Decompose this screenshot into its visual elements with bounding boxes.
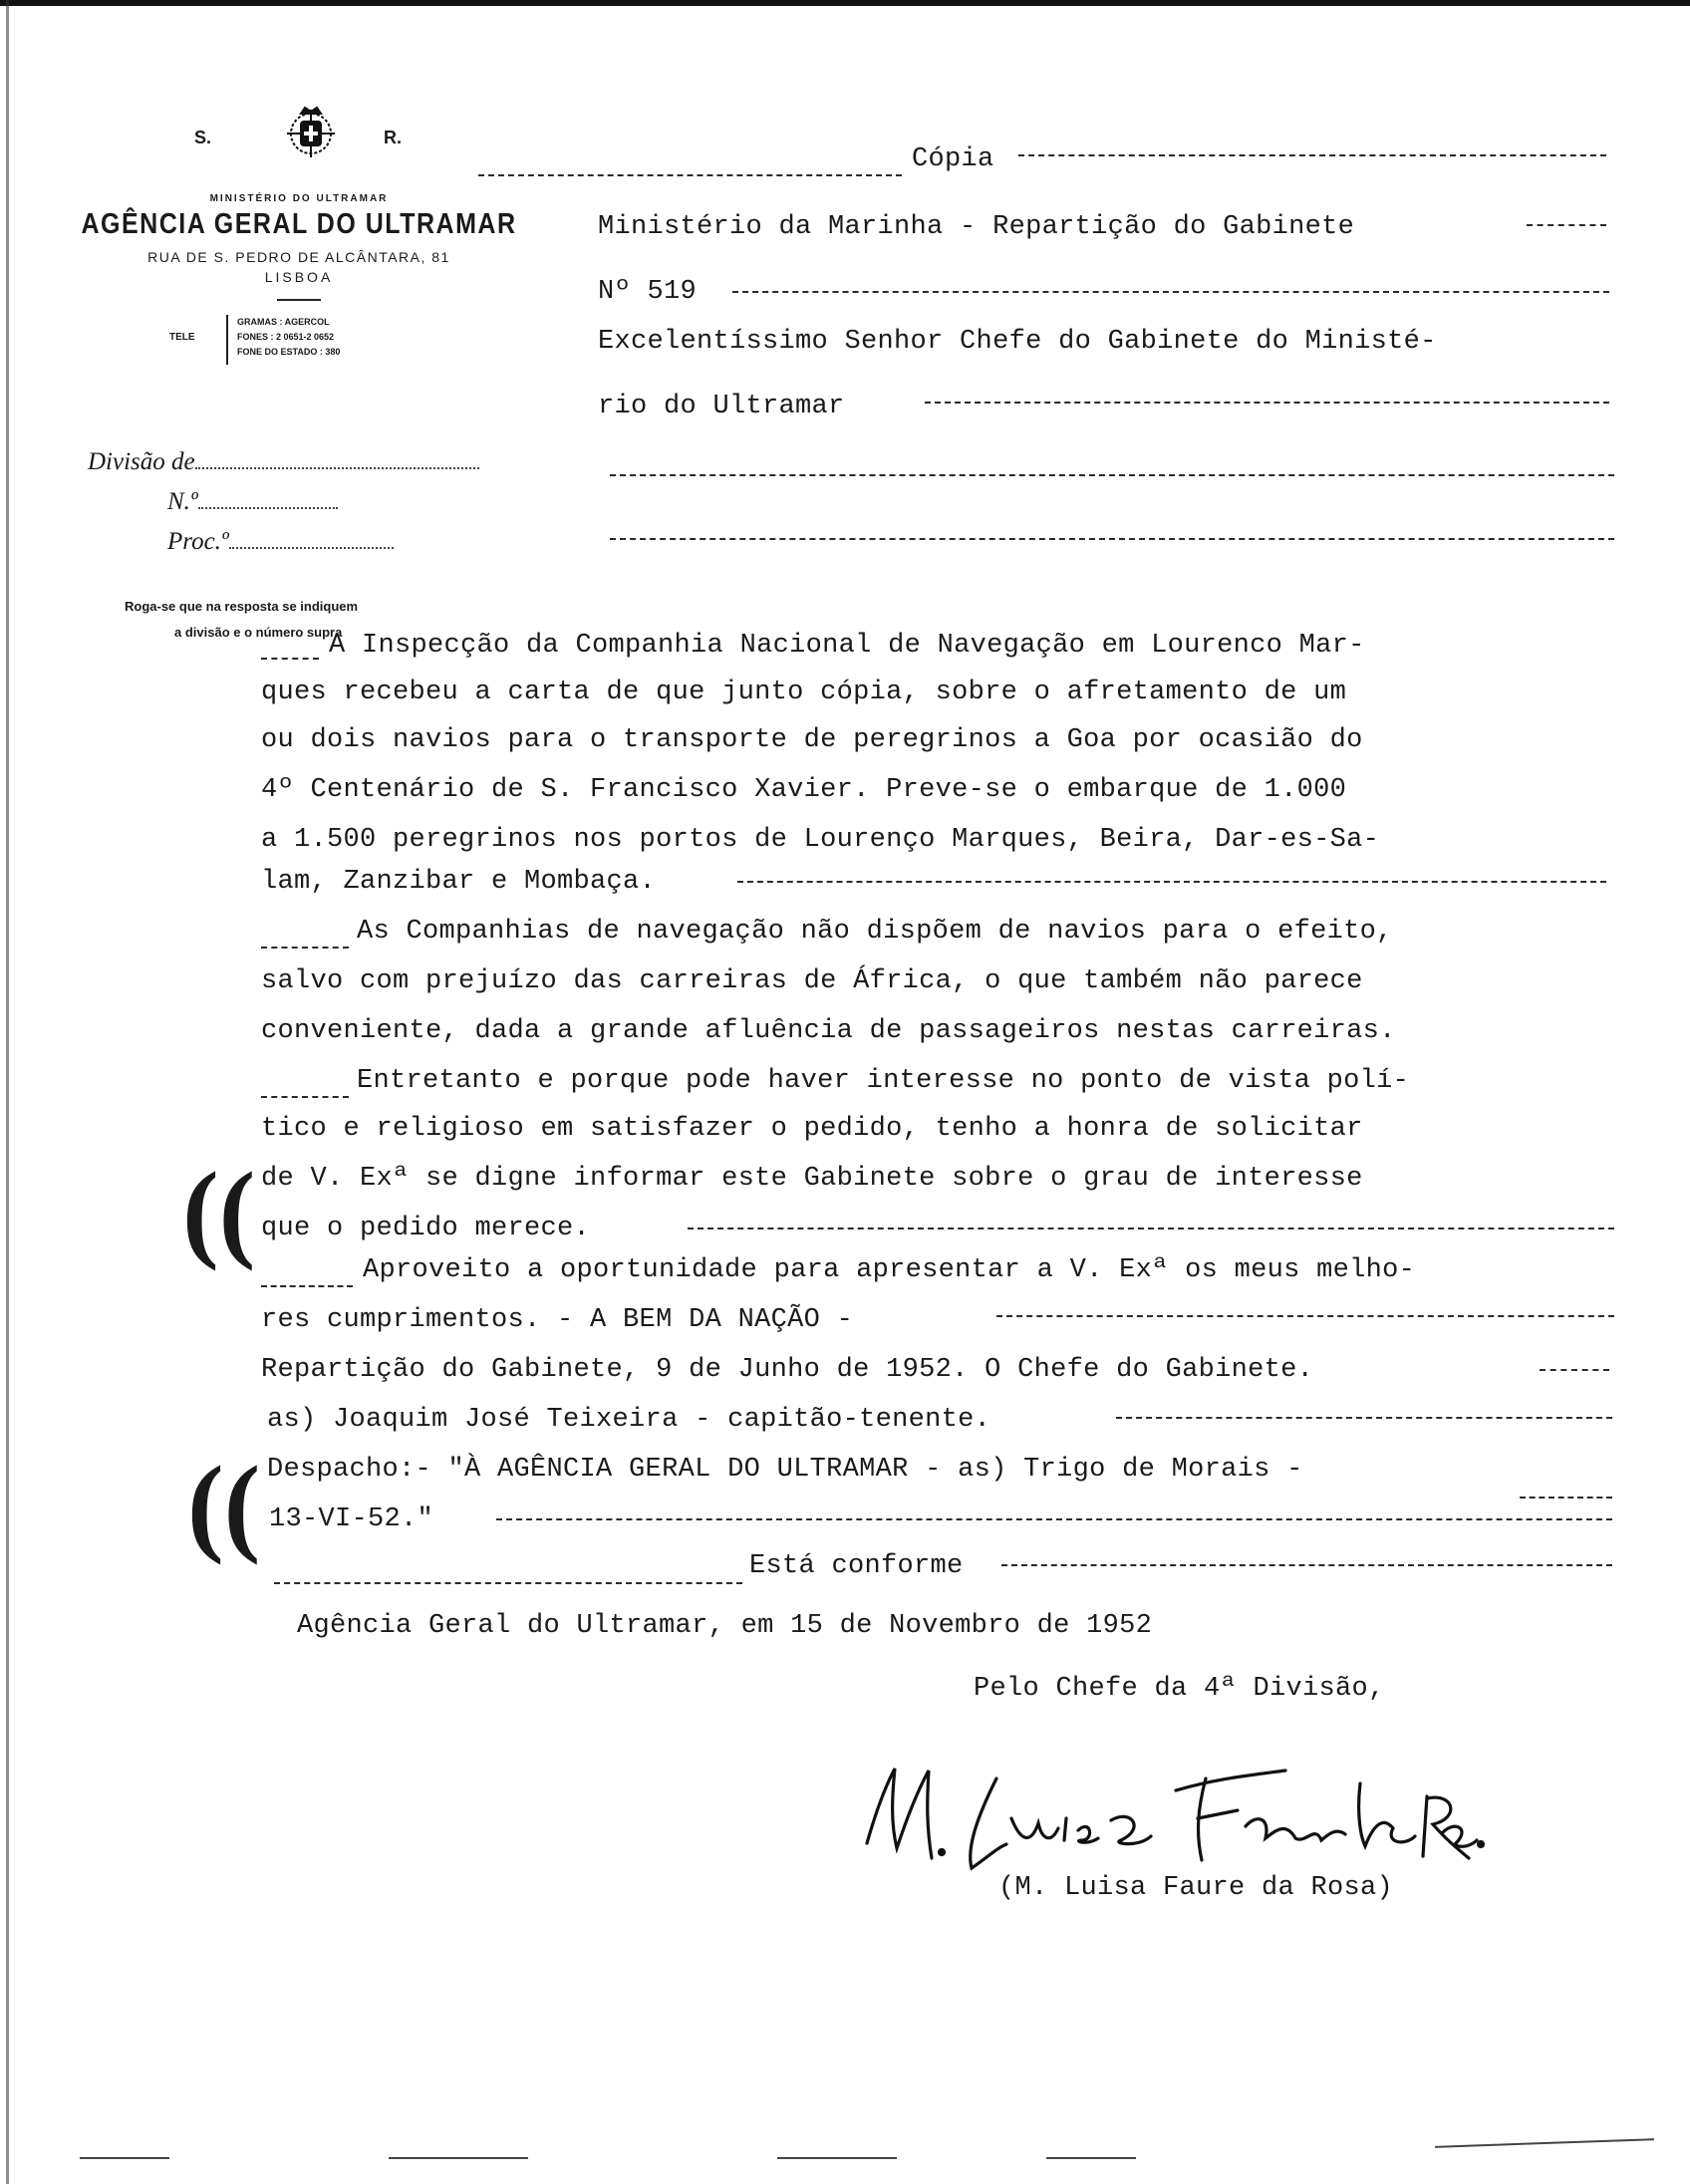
place-date-line: Agência Geral do Ultramar, em 15 de Novembro de 1952 (297, 1611, 1153, 1641)
typed-name: (M. Luisa Faure da Rosa) (998, 1873, 1394, 1903)
divisao-blank (195, 463, 479, 469)
tele-label: TELE (169, 332, 195, 343)
p3-line-2: tico e religioso em satisfazer o pedido, tenho a honra de solicitar (261, 1114, 1363, 1144)
ministerio-line: Ministério da Marinha - Repartição do Gabinete (598, 212, 1355, 242)
tele-brace (226, 315, 228, 365)
separator-dash-1 (610, 474, 1614, 476)
divisao-label: Divisão de (88, 448, 195, 475)
ministerio-dash (1527, 224, 1606, 226)
p1-line-2: ques recebeu a carta de que junto cópia, sobre o afretamento de um (261, 678, 1347, 707)
numero-label: N.º (167, 488, 198, 515)
addressee-dash (925, 402, 1609, 404)
addressee-line-1: Excelentíssimo Senhor Chefe do Gabinete do Ministé- (598, 327, 1437, 357)
p3-line-4: que o pedido merece. (261, 1214, 591, 1243)
page-left-edge (6, 0, 9, 2184)
separator-dash-2 (610, 538, 1614, 540)
crest-row (40, 100, 558, 179)
p2-lead-dash (261, 947, 349, 949)
margin-bracket-1: (( (182, 1150, 256, 1271)
conforme-dash-left (274, 1582, 742, 1584)
reply-note-line-2: a divisão e o número supra (174, 625, 343, 640)
numero-dash (732, 291, 1609, 293)
p6-l1-dash (1520, 1497, 1612, 1499)
p2-line-3: conveniente, dada a grande afluência de passageiros nestas carreiras. (261, 1016, 1396, 1046)
margin-bracket-2: (( (187, 1444, 261, 1565)
p5-line-1: Repartição do Gabinete, 9 de Junho de 1952. O Chefe do Gabinete. (261, 1355, 1314, 1385)
p1-line-5: a 1.500 peregrinos nos portos de Lourenço Marques, Beira, Dar-es-Sa- (261, 825, 1380, 855)
p5-line-2: as) Joaquim José Teixeira - capitão-tenente. (267, 1405, 991, 1435)
telegram-block (40, 313, 558, 367)
conforme-dash-right (1001, 1564, 1612, 1566)
scan-mark-3 (777, 2157, 897, 2159)
p4-line-1: Aproveito a oportunidade para apresentar a V. Exª os meus melho- (363, 1255, 1416, 1285)
tele-lines (237, 315, 340, 360)
p1-line-6: lam, Zanzibar e Mombaça. (261, 867, 657, 897)
p6-l2-dash (496, 1518, 1612, 1520)
tele-line: FONE DO ESTADO : 380 (237, 347, 341, 357)
processo-label: Proc.º (167, 528, 229, 555)
agency-city: LISBOA (264, 269, 334, 285)
agency-address: RUA DE S. PEDRO DE ALCÂNTARA, 81 (147, 249, 450, 265)
p3-lead-dash (261, 1096, 349, 1098)
copia-heading: Cópia (912, 144, 994, 174)
reply-note-line-1: Roga-se que na resposta se indiquem (125, 599, 359, 614)
p3-end-dash (688, 1228, 1614, 1229)
processo-blank (229, 543, 394, 549)
scan-mark-4 (1046, 2157, 1136, 2159)
p4-end-dash (996, 1315, 1614, 1317)
p1-end-dash (737, 881, 1606, 883)
p5-l1-dash (1540, 1369, 1609, 1371)
numero-blank (198, 503, 338, 509)
coat-of-arms-icon (279, 100, 343, 163)
ministry-name: MINISTÉRIO DO ULTRAMAR (209, 193, 389, 204)
p1-line-3: ou dois navios para o transporte de peregrinos a Goa por ocasião do (261, 725, 1363, 755)
scan-mark-1 (80, 2157, 169, 2159)
chief-line: Pelo Chefe da 4ª Divisão, (974, 1674, 1385, 1704)
p2-line-2: salvo com prejuízo das carreiras de África, o que também não parece (261, 966, 1363, 996)
scan-mark-5 (1435, 2138, 1654, 2148)
addressee-line-2: rio do Ultramar (598, 392, 845, 421)
p4-line-2: res cumprimentos. - A BEM DA NAÇÃO - (261, 1305, 854, 1335)
p5-l2-dash (1116, 1417, 1612, 1419)
p6-line-2: 13-VI-52." (269, 1504, 434, 1534)
p2-line-1: As Companhias de navegação não dispõem de navios para o efeito, (357, 917, 1393, 947)
divisao-field (88, 448, 479, 476)
tele-line: FONES : 2 0651-2 0652 (237, 332, 335, 342)
esta-conforme: Está conforme (749, 1551, 964, 1581)
p4-lead-dash (261, 1285, 353, 1287)
copia-dash-left (478, 174, 902, 176)
numero-field (167, 488, 338, 516)
page-top-edge (0, 0, 1690, 6)
letterhead (40, 100, 558, 367)
p3-line-3: de V. Exª se digne informar este Gabinete sobre o grau de interesse (261, 1164, 1363, 1194)
letterhead-r: R. (384, 128, 402, 147)
processo-field (167, 528, 394, 556)
p3-line-1: Entretanto e porque pode haver interesse no ponto de vista polí- (357, 1066, 1410, 1096)
letterhead-s: S. (194, 128, 212, 147)
handwritten-signature (847, 1749, 1485, 1888)
p1-lead-dash (261, 658, 319, 660)
scan-mark-2 (389, 2157, 528, 2159)
copia-dash-right (1018, 154, 1606, 156)
p1-line-4: 4º Centenário de S. Francisco Xavier. Preve-se o embarque de 1.000 (261, 775, 1347, 805)
letterhead-rule (277, 299, 321, 301)
p1-line-1: A Inspecção da Companhia Nacional de Navegação em Lourenco Mar- (329, 631, 1365, 661)
agency-name: AGÊNCIA GERAL DO ULTRAMAR (81, 207, 517, 241)
tele-line: GRAMAS : AGERCOL (237, 317, 330, 327)
numero-line: Nº 519 (598, 277, 698, 307)
p6-line-1: Despacho:- "À AGÊNCIA GERAL DO ULTRAMAR - as) Trigo de Morais - (267, 1455, 1303, 1485)
